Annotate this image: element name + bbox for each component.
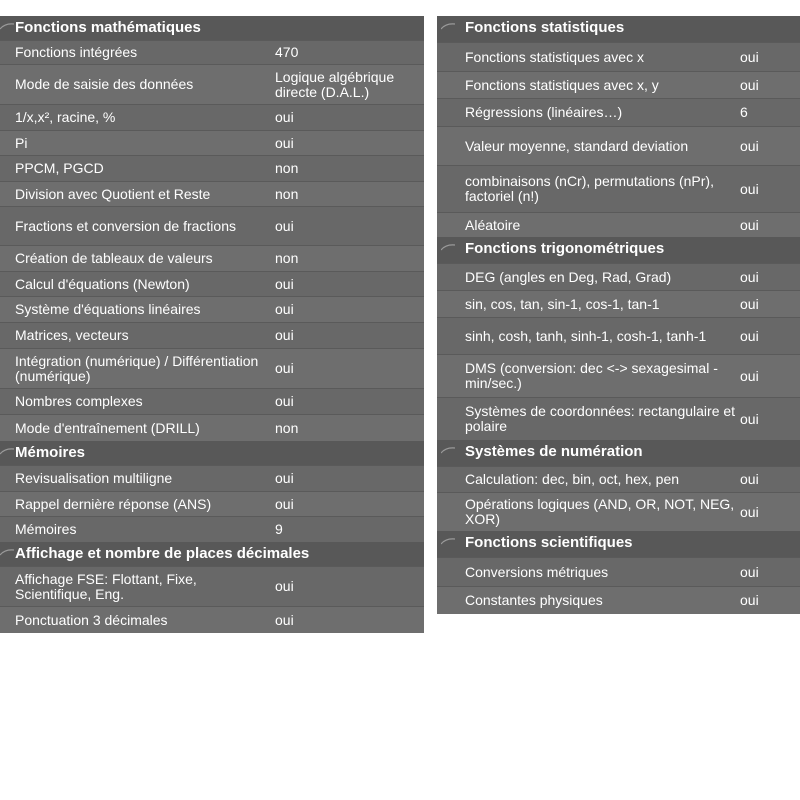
table-row — [0, 566, 424, 606]
table-row — [0, 348, 424, 388]
table-row — [0, 322, 424, 348]
section-header-memoires — [0, 441, 424, 465]
table-row — [0, 516, 424, 542]
table-row — [437, 98, 800, 126]
feature-label: Régressions (linéaires…) — [465, 104, 623, 120]
feature-value: oui — [740, 592, 759, 608]
swoosh-icon — [0, 548, 14, 556]
table-row — [437, 290, 800, 317]
table-row — [437, 165, 800, 212]
feature-value: oui — [275, 327, 294, 343]
section-header-systemes-de-numeration — [437, 440, 800, 466]
table-row — [437, 557, 800, 586]
feature-value: oui — [275, 134, 294, 151]
table-row — [437, 586, 800, 614]
table-row — [0, 64, 424, 104]
feature-value: Logique algébrique directe (D.A.L.) — [275, 68, 395, 100]
feature-value: oui — [275, 217, 294, 234]
feature-value: oui — [275, 360, 294, 376]
feature-label: Intégration (numérique) / Différentiation (numérique) — [15, 352, 259, 384]
feature-label: Calculation: dec, bin, oct, hex, pen — [465, 471, 680, 487]
table-row — [437, 466, 800, 492]
table-row — [0, 181, 424, 206]
feature-value: oui — [740, 295, 759, 312]
feature-label: Conversions métriques — [465, 563, 609, 580]
table-row — [0, 388, 424, 414]
feature-value: oui — [740, 410, 759, 427]
swoosh-icon — [0, 447, 14, 455]
feature-value: oui — [275, 301, 294, 317]
feature-value: oui — [275, 578, 294, 594]
table-row — [437, 126, 800, 165]
feature-value: non — [275, 250, 299, 266]
table-row — [437, 354, 800, 397]
table-row — [0, 271, 424, 296]
feature-label: Division avec Quotient et Reste — [15, 185, 211, 202]
feature-label: sin, cos, tan, sin-1, cos-1, tan-1 — [465, 295, 660, 312]
swoosh-icon — [441, 537, 455, 545]
feature-value: oui — [740, 137, 759, 154]
swoosh-icon — [441, 446, 455, 454]
feature-value: oui — [740, 367, 759, 384]
feature-value: 470 — [275, 44, 299, 60]
feature-label: Aléatoire — [465, 216, 521, 233]
feature-value: oui — [740, 76, 759, 93]
table-row — [0, 130, 424, 155]
feature-label: Mode d'entraînement (DRILL) — [15, 419, 200, 436]
feature-value: oui — [275, 275, 294, 292]
section-title: Fonctions mathématiques — [15, 19, 201, 36]
feature-label: Systèmes de coordonnées: rectangulaire et polaire — [465, 403, 736, 434]
feature-label: Fractions et conversion de fractions — [15, 217, 236, 234]
math-functions-panel — [0, 16, 424, 633]
feature-value: oui — [275, 611, 294, 628]
table-row — [0, 414, 424, 441]
section-rows — [437, 557, 800, 614]
section-title: Mémoires — [15, 444, 86, 461]
section-title: Fonctions statistiques — [465, 19, 625, 36]
table-row — [437, 397, 800, 440]
table-row — [0, 155, 424, 181]
table-row — [437, 317, 800, 354]
feature-label: sinh, cosh, tanh, sinh-1, cosh-1, tanh-1 — [465, 327, 707, 344]
feature-label: PPCM, PGCD — [15, 160, 104, 176]
section-rows — [0, 465, 424, 542]
section-rows — [437, 42, 800, 237]
feature-value: 6 — [740, 104, 748, 120]
table-row — [0, 40, 424, 64]
table-row — [0, 104, 424, 130]
feature-label: Mode de saisie des données — [15, 76, 194, 92]
feature-value: oui — [740, 563, 759, 580]
feature-label: Pi — [15, 134, 28, 151]
section-rows — [437, 466, 800, 531]
feature-value: oui — [740, 216, 759, 233]
feature-label: Revisualisation multiligne — [15, 470, 173, 486]
feature-label: Système d'équations linéaires — [15, 301, 201, 317]
feature-label: Création de tableaux de valeurs — [15, 250, 213, 266]
feature-label: DMS (conversion: dec <-> sexagesimal - min/sec.) — [465, 360, 718, 391]
section-rows — [437, 263, 800, 440]
swoosh-icon — [441, 243, 455, 251]
feature-value: oui — [740, 503, 759, 520]
table-row — [0, 206, 424, 245]
feature-label: Calcul d'équations (Newton) — [15, 275, 190, 292]
table-row — [437, 42, 800, 71]
section-rows — [0, 40, 424, 441]
feature-value: oui — [740, 268, 759, 285]
feature-label: Affichage FSE: Flottant, Fixe, Scientifique, Eng. — [15, 570, 197, 602]
feature-value: oui — [275, 109, 294, 125]
table-row — [0, 606, 424, 633]
feature-label: Ponctuation 3 décimales — [15, 611, 168, 628]
feature-value: non — [275, 419, 299, 436]
feature-label: Fonctions statistiques avec x — [465, 48, 644, 65]
table-row — [437, 212, 800, 237]
table-row — [0, 296, 424, 322]
table-row — [437, 492, 800, 531]
feature-value: oui — [740, 327, 759, 344]
table-row — [437, 71, 800, 98]
feature-value: oui — [740, 48, 759, 65]
section-header-fonctions-mathematiques — [0, 16, 424, 40]
table-row — [437, 263, 800, 290]
feature-label: Mémoires — [15, 521, 77, 537]
feature-label: Nombres complexes — [15, 393, 143, 409]
section-header-fonctions-scientifiques — [437, 531, 800, 557]
section-header-fonctions-statistiques — [437, 16, 800, 42]
feature-label: Rappel dernière réponse (ANS) — [15, 495, 212, 512]
feature-value: non — [275, 160, 299, 176]
section-rows — [0, 566, 424, 633]
table-row — [0, 465, 424, 491]
feature-value: non — [275, 185, 299, 202]
feature-label: 1/x,x², racine, % — [15, 109, 116, 125]
feature-value: oui — [275, 393, 294, 409]
table-row — [0, 491, 424, 516]
feature-value: oui — [275, 495, 294, 512]
feature-label: combinaisons (nCr), permutations (nPr), factoriel (n!) — [465, 173, 714, 204]
section-header-affichage-et-nombre-de-places-decimales — [0, 542, 424, 566]
feature-value: oui — [275, 470, 294, 486]
section-title: Fonctions trigonométriques — [465, 240, 665, 257]
section-title: Systèmes de numération — [465, 443, 643, 460]
swoosh-icon — [0, 22, 14, 30]
feature-label: Fonctions statistiques avec x, y — [465, 76, 659, 93]
section-header-fonctions-trigonometriques — [437, 237, 800, 263]
feature-value: 9 — [275, 521, 283, 537]
feature-label: DEG (angles en Deg, Rad, Grad) — [465, 268, 672, 285]
feature-value: oui — [740, 180, 759, 197]
feature-label: Matrices, vecteurs — [15, 327, 129, 343]
feature-label: Fonctions intégrées — [15, 44, 138, 60]
table-row — [0, 245, 424, 271]
feature-label: Opérations logiques (AND, OR, NOT, NEG, XOR) — [465, 496, 735, 527]
section-title: Affichage et nombre de places décimales — [15, 545, 310, 562]
feature-label: Valeur moyenne, standard deviation — [465, 137, 689, 154]
section-title: Fonctions scientifiques — [465, 534, 633, 551]
feature-label: Constantes physiques — [465, 592, 603, 608]
statistics-functions-panel — [437, 16, 800, 614]
swoosh-icon — [441, 22, 455, 30]
feature-value: oui — [740, 471, 759, 487]
